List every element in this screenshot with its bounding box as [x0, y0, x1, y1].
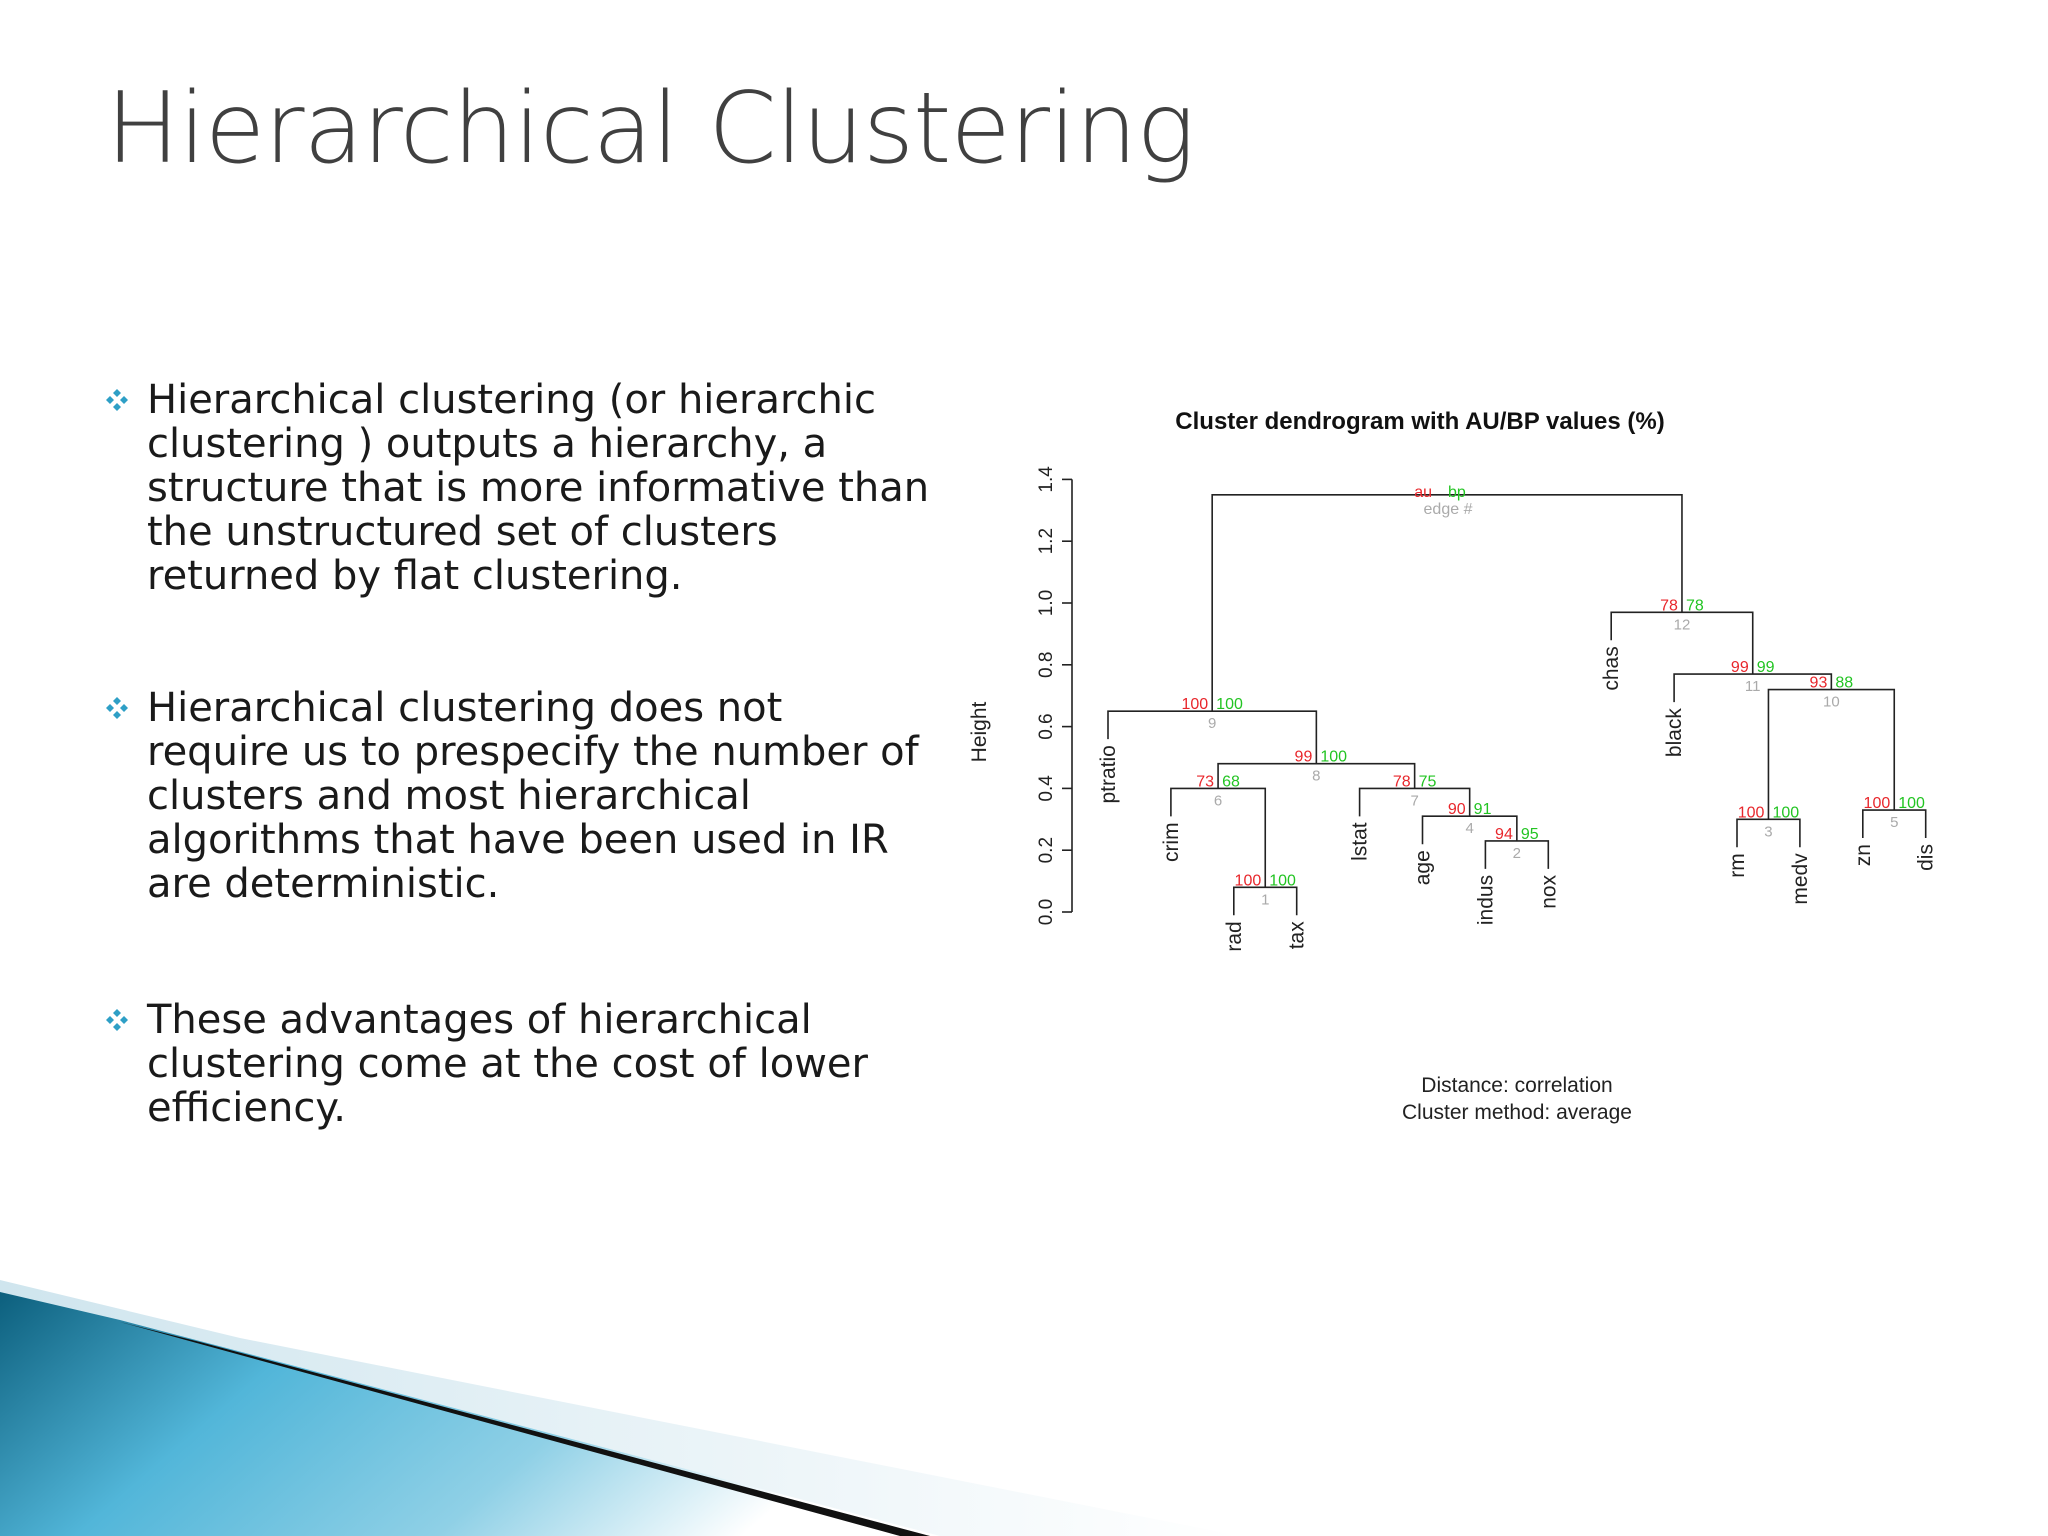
- legend-edge: edge #: [1423, 501, 1473, 518]
- leaf-label: medv: [1788, 853, 1812, 905]
- y-axis: [1036, 466, 1072, 925]
- edge-number: 10: [1823, 693, 1840, 711]
- leaf-label: indus: [1474, 874, 1498, 926]
- edge-number: 7: [1410, 792, 1419, 810]
- bp-value: 99: [1756, 659, 1775, 677]
- leaf-label: zn: [1851, 844, 1875, 867]
- footer-method: Cluster method: average: [1402, 1101, 1632, 1124]
- bp-value: 100: [1772, 804, 1800, 822]
- leaf-label: rad: [1222, 921, 1246, 952]
- edge-number: 2: [1512, 844, 1522, 862]
- slide-title: Hierarchical Clustering: [106, 72, 1195, 186]
- bp-value: 68: [1222, 773, 1240, 791]
- bp-value: 91: [1473, 801, 1492, 819]
- au-value: 100: [1181, 696, 1209, 714]
- bp-value: 88: [1835, 674, 1854, 692]
- y-tick-label: 0.8: [1036, 651, 1057, 679]
- decorative-swoosh: [0, 1280, 2048, 1536]
- edge-number: 8: [1312, 767, 1321, 785]
- bp-value: 100: [1216, 696, 1243, 714]
- y-tick-label: 0.2: [1036, 836, 1057, 864]
- leaf-label: rm: [1726, 853, 1749, 878]
- legend: [1414, 484, 1472, 518]
- edge-number: 3: [1764, 823, 1773, 841]
- bullet-text: Hierarchical clustering (or hierarchic clustering ) outputs a hierarchy, a structure that is more informative than the unstructured set of clusters returned by flat clustering.: [147, 377, 930, 599]
- y-tick-label: 0.4: [1036, 775, 1057, 802]
- au-value: 100: [1737, 804, 1765, 822]
- edge-number: 1: [1261, 891, 1270, 909]
- y-tick-label: 0.0: [1036, 898, 1057, 926]
- au-value: 99: [1294, 748, 1313, 766]
- bullet-item: [105, 378, 935, 598]
- diamond-bullet-icon: [105, 696, 129, 720]
- leaf-label: age: [1411, 850, 1435, 886]
- dendrogram-svg: [960, 390, 1960, 1150]
- edge-number: 6: [1213, 792, 1223, 810]
- leaf-label: black: [1663, 708, 1687, 758]
- dendrogram-figure: [960, 390, 1960, 1150]
- edge-number: 4: [1465, 820, 1474, 838]
- au-value: 100: [1863, 795, 1891, 813]
- leaf-label: lstat: [1348, 822, 1372, 861]
- bp-value: 100: [1320, 748, 1348, 766]
- bullet-text: These advantages of hierarchical clustering come at the cost of lower efficiency.: [147, 997, 868, 1131]
- bullet-item: [105, 998, 935, 1130]
- leaf-label: crim: [1159, 822, 1183, 863]
- footer-distance: Distance: correlation: [1421, 1074, 1613, 1097]
- edge-number: 5: [1890, 814, 1899, 832]
- legend-bp: bp: [1448, 484, 1466, 501]
- bullet-text: Hierarchical clustering does not require us to prespecify the number of clusters and most hierarchical algorithms that have been used in IR are deterministic.: [147, 685, 919, 907]
- bp-value: 75: [1418, 773, 1437, 791]
- bullet-item: [105, 686, 935, 906]
- bp-value: 100: [1269, 872, 1296, 890]
- y-tick-label: 1.4: [1036, 466, 1057, 493]
- au-value: 90: [1447, 801, 1466, 819]
- dendrogram-tree: [1108, 495, 1926, 915]
- edge-number: 12: [1673, 616, 1691, 634]
- au-value: 93: [1809, 674, 1828, 692]
- au-value: 78: [1660, 597, 1678, 615]
- leaf-label: dis: [1914, 844, 1938, 871]
- bullet-list: [105, 378, 935, 1218]
- legend-au: au: [1414, 484, 1432, 501]
- leaf-labels: [1097, 646, 1938, 951]
- au-value: 94: [1495, 825, 1513, 843]
- bp-value: 100: [1898, 795, 1925, 813]
- leaf-label: chas: [1600, 646, 1624, 691]
- y-tick-label: 1.2: [1036, 527, 1057, 555]
- bp-value: 78: [1685, 597, 1704, 615]
- leaf-label: tax: [1285, 921, 1309, 950]
- y-tick-label: 1.0: [1036, 589, 1057, 617]
- y-axis-label: Height: [968, 701, 991, 763]
- leaf-label: ptratio: [1097, 745, 1120, 804]
- au-value: 99: [1730, 659, 1749, 677]
- diamond-bullet-icon: [105, 1008, 129, 1032]
- edge-number: 9: [1208, 715, 1217, 733]
- diamond-bullet-icon: [105, 388, 129, 412]
- dendrogram-title: Cluster dendrogram with AU/BP values (%): [1175, 408, 1665, 435]
- au-value: 100: [1234, 872, 1262, 890]
- y-tick-label: 0.6: [1036, 713, 1057, 740]
- bp-value: 95: [1520, 825, 1539, 843]
- au-value: 73: [1196, 773, 1215, 791]
- leaf-label: nox: [1537, 874, 1561, 909]
- au-value: 78: [1392, 773, 1411, 791]
- edge-number: 11: [1744, 678, 1761, 696]
